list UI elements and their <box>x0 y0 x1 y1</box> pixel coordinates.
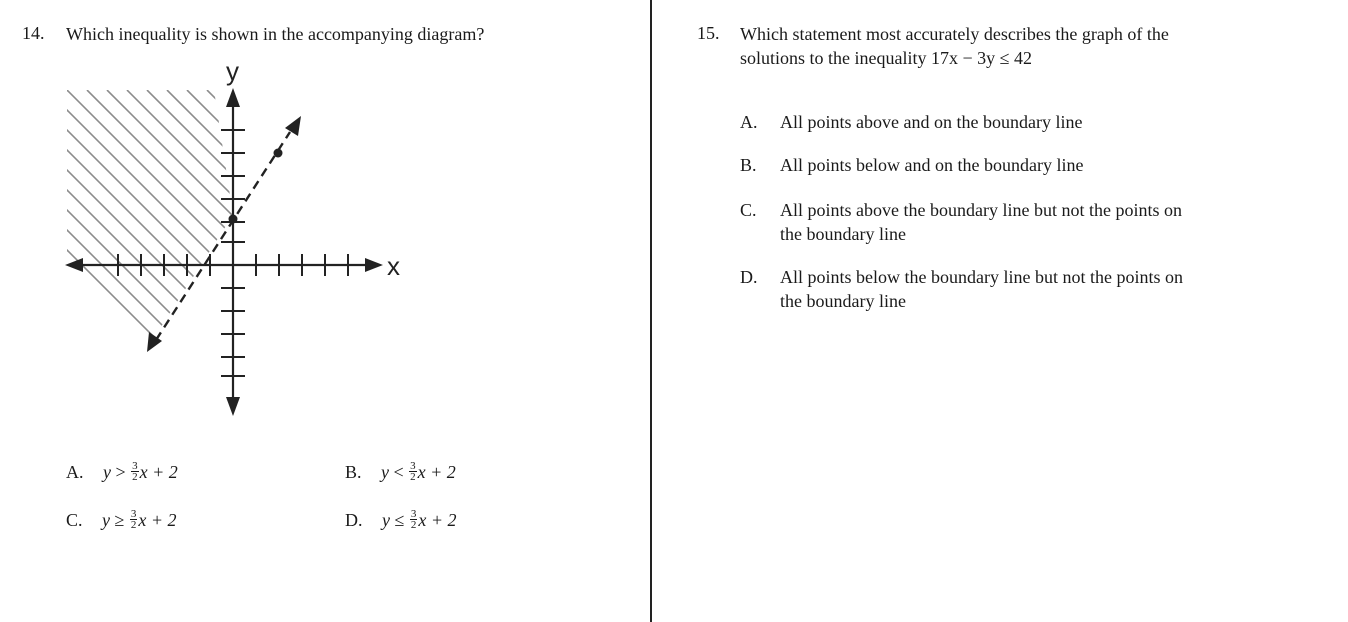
point-intercept <box>229 215 238 224</box>
q14-choice-b[interactable]: B. y < $\frac{3}{2}$ x + 2 <box>345 460 456 484</box>
x-axis-left-arrow <box>65 258 83 272</box>
q15-text-line2: solutions to the inequality 17x − 3y ≤ 42 <box>740 48 1033 68</box>
q14-choice-c[interactable]: C. y ≥ $\frac{3}{2}$ x + 2 <box>66 508 177 532</box>
x-axis-right-arrow <box>365 258 383 272</box>
q14-text: Which inequality is shown in the accompanying diagram? <box>66 24 485 44</box>
q14-choice-d[interactable]: D. y ≤ $\frac{3}{2}$ x + 2 <box>345 508 457 532</box>
q15-number: 15. <box>697 23 720 43</box>
q14-number: 14. <box>22 23 45 43</box>
point-2-5 <box>274 149 283 158</box>
q14-choice-a[interactable]: A. y > $\frac{3}{2}$ x + 2 <box>66 460 178 484</box>
y-axis-label: y <box>226 60 239 86</box>
x-axis-label: x <box>387 251 400 281</box>
q15-text-line1: Which statement most accurately describes the graph of the <box>740 24 1169 44</box>
column-divider <box>650 0 652 622</box>
boundary-arrow-top <box>285 116 301 136</box>
boundary-line <box>156 132 290 340</box>
y-axis-top-arrow <box>226 88 240 107</box>
y-axis-bottom-arrow <box>226 397 240 416</box>
q14-graph <box>55 60 415 430</box>
